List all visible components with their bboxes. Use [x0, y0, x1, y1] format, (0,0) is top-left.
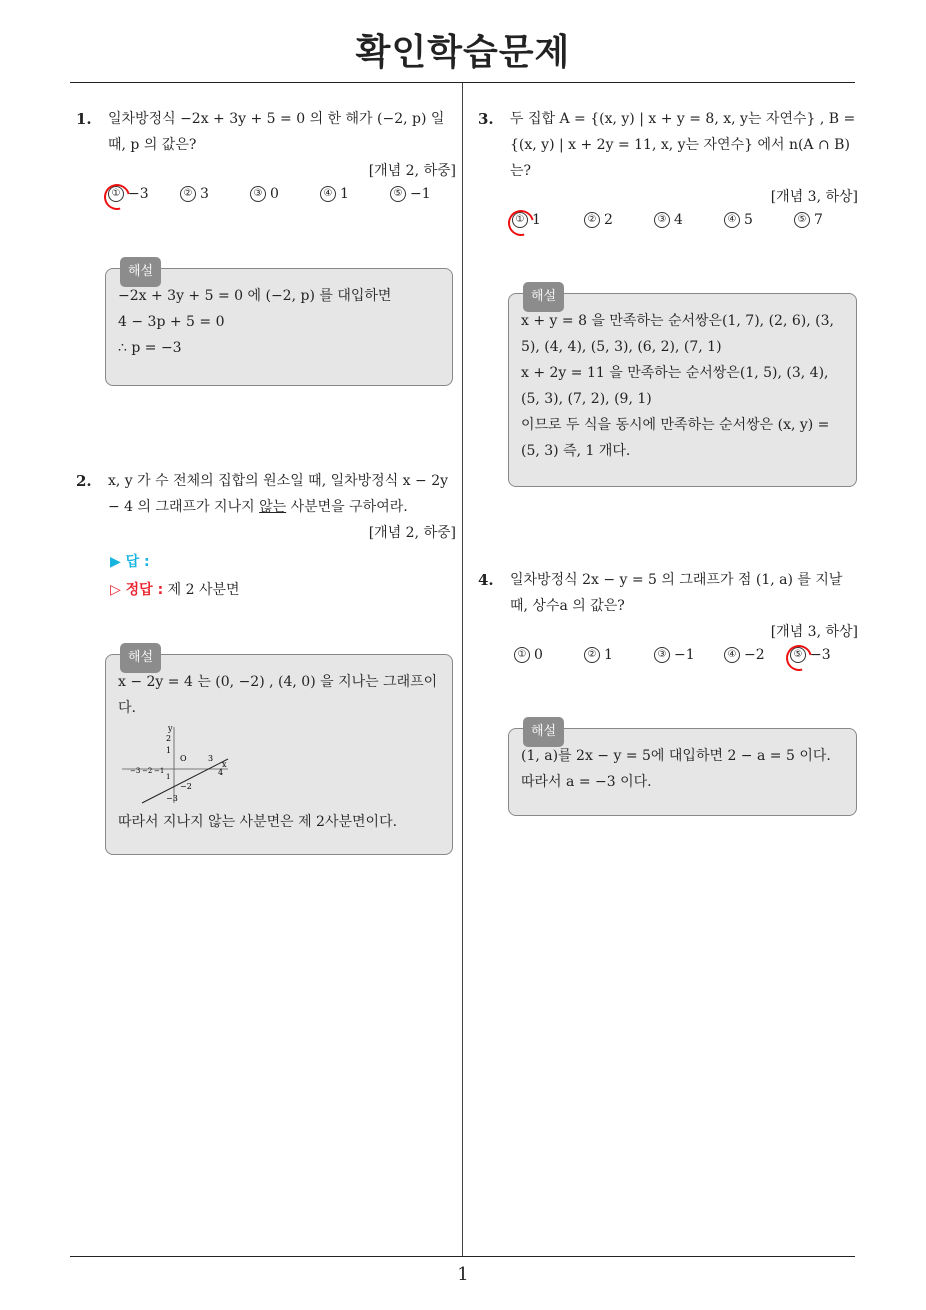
- question-2: [76, 468, 456, 546]
- solution-line: 4 − 3p + 5 = 0: [118, 314, 225, 330]
- choice-2[interactable]: ② 2: [584, 212, 613, 228]
- graph-label: 1: [166, 746, 172, 755]
- graph-diagram: [120, 723, 230, 805]
- choice-1[interactable]: ① 0: [514, 647, 543, 663]
- solution-line: −2x + 3y + 5 = 0 에 (−2, p) 를 대입하면: [118, 288, 392, 304]
- graph-label: −1: [154, 767, 165, 775]
- solution-line: 이므로 두 식을 동시에 만족하는 순서쌍은 (x, y) = (5, 3) 즉, 1 개다.: [521, 417, 830, 459]
- choice-4[interactable]: ④ 5: [724, 212, 753, 228]
- graph-label: y: [168, 724, 173, 733]
- question-tag: [개념 3, 하상]: [770, 189, 858, 205]
- question-number: 2.: [76, 472, 92, 490]
- page-number: 1: [457, 1264, 469, 1285]
- choice-1[interactable]: ① 1: [512, 212, 541, 228]
- choice-5[interactable]: ⑤ −3: [790, 647, 831, 663]
- question-tag: [개념 2, 하중]: [368, 525, 456, 541]
- solution-box-q3: [508, 289, 857, 487]
- question-number: 3.: [478, 110, 494, 128]
- choice-5[interactable]: ⑤ −1: [390, 186, 431, 202]
- graph-label: 2: [166, 734, 172, 743]
- selected-mark-icon: [781, 640, 817, 676]
- choice-2[interactable]: ② 3: [180, 186, 209, 202]
- bottom-rule: [70, 1256, 855, 1257]
- question-3: [478, 106, 858, 210]
- choice-1[interactable]: ① −3: [108, 186, 149, 202]
- graph-label: 4: [218, 768, 224, 777]
- solution-label: 해설: [120, 643, 161, 673]
- choice-3[interactable]: ③ 0: [250, 186, 279, 202]
- question-text: 두 집합 A = {(x, y) | x + y = 8, x, y는 자연수} , B = {(x, y) | x + 2y = 11, x, y는 자연수} 에서 n(A ∩ B) 는?: [510, 111, 856, 179]
- page-title: 확인학습문제: [355, 32, 571, 73]
- solution-label: 해설: [120, 257, 161, 287]
- graph-label: 1: [166, 773, 171, 781]
- question-4: [478, 567, 858, 645]
- question-number: 1.: [76, 110, 92, 128]
- graph-label: −2: [180, 782, 192, 791]
- choice-5[interactable]: ⑤ 7: [794, 212, 823, 228]
- graph-label: O: [180, 754, 187, 763]
- choices-q4: [514, 647, 854, 669]
- question-number: 4.: [478, 571, 494, 589]
- solution-line: ∴ p = −3: [118, 340, 182, 356]
- graph-label: 3: [208, 754, 214, 763]
- question-text-end: 사분면을 구하여라.: [286, 499, 408, 515]
- choice-3[interactable]: ③ 4: [654, 212, 683, 228]
- solution-label: 해설: [523, 282, 564, 312]
- solution-label: 해설: [523, 717, 564, 747]
- column-divider: [462, 83, 463, 1256]
- graph-label: −3: [166, 794, 178, 803]
- solution-line: x − 2y = 4 는 (0, −2) , (4, 0) 을 지나는 그래프이다.: [118, 674, 438, 716]
- solution-box-q1: [105, 264, 453, 386]
- question-text: 일차방정식 2x − y = 5 의 그래프가 점 (1, a) 를 지날 때, 상수a 의 값은?: [510, 572, 843, 614]
- choice-4[interactable]: ④ −2: [724, 647, 765, 663]
- question-tag: [개념 2, 하중]: [368, 163, 456, 179]
- choice-3[interactable]: ③ −1: [654, 647, 695, 663]
- solution-line: (1, a)를 2x − y = 5에 대입하면 2 − a = 5 이다.: [521, 748, 831, 764]
- answer-label[interactable]: ▶ 답 :: [110, 554, 150, 570]
- graph-label: −2: [142, 767, 153, 775]
- choice-4[interactable]: ④ 1: [320, 186, 349, 202]
- graph-label: −3: [130, 767, 141, 775]
- solution-line: x + y = 8 을 만족하는 순서쌍은(1, 7), (2, 6), (3, 5), (4, 4), (5, 3), (6, 2), (7, 1): [521, 313, 834, 355]
- underlined-word: 않는: [259, 499, 287, 515]
- choices-q1: [108, 186, 458, 208]
- solution-box-q2: [105, 650, 453, 855]
- selected-mark-icon: [99, 179, 135, 215]
- question-tag: [개념 3, 하상]: [770, 624, 858, 640]
- choices-q3: [512, 212, 852, 234]
- question-text: 일차방정식 −2x + 3y + 5 = 0 의 한 해가 (−2, p) 일 때, p 의 값은?: [108, 111, 445, 153]
- solution-box-q4: [508, 724, 857, 816]
- question-1: [76, 106, 456, 184]
- solution-line: 따라서 지나지 않는 사분면은 제 2사분면이다.: [118, 814, 398, 830]
- choice-2[interactable]: ② 1: [584, 647, 613, 663]
- correct-answer-value: 제 2 사분면: [167, 582, 240, 598]
- graph-label: x: [222, 760, 227, 769]
- solution-line: 따라서 a = −3 이다.: [521, 774, 652, 790]
- question-text: x, y 가 수 전체의 집합의 원소일 때, 일차방정식 x − 2y − 4 의 그래프가 지나지: [108, 473, 449, 515]
- correct-answer-label: ▷ 정답 :: [110, 582, 164, 598]
- selected-mark-icon: [503, 205, 539, 241]
- solution-line: x + 2y = 11 을 만족하는 순서쌍은(1, 5), (3, 4), (5, 3), (7, 2), (9, 1): [521, 365, 829, 407]
- answer-area-q2: [110, 548, 240, 604]
